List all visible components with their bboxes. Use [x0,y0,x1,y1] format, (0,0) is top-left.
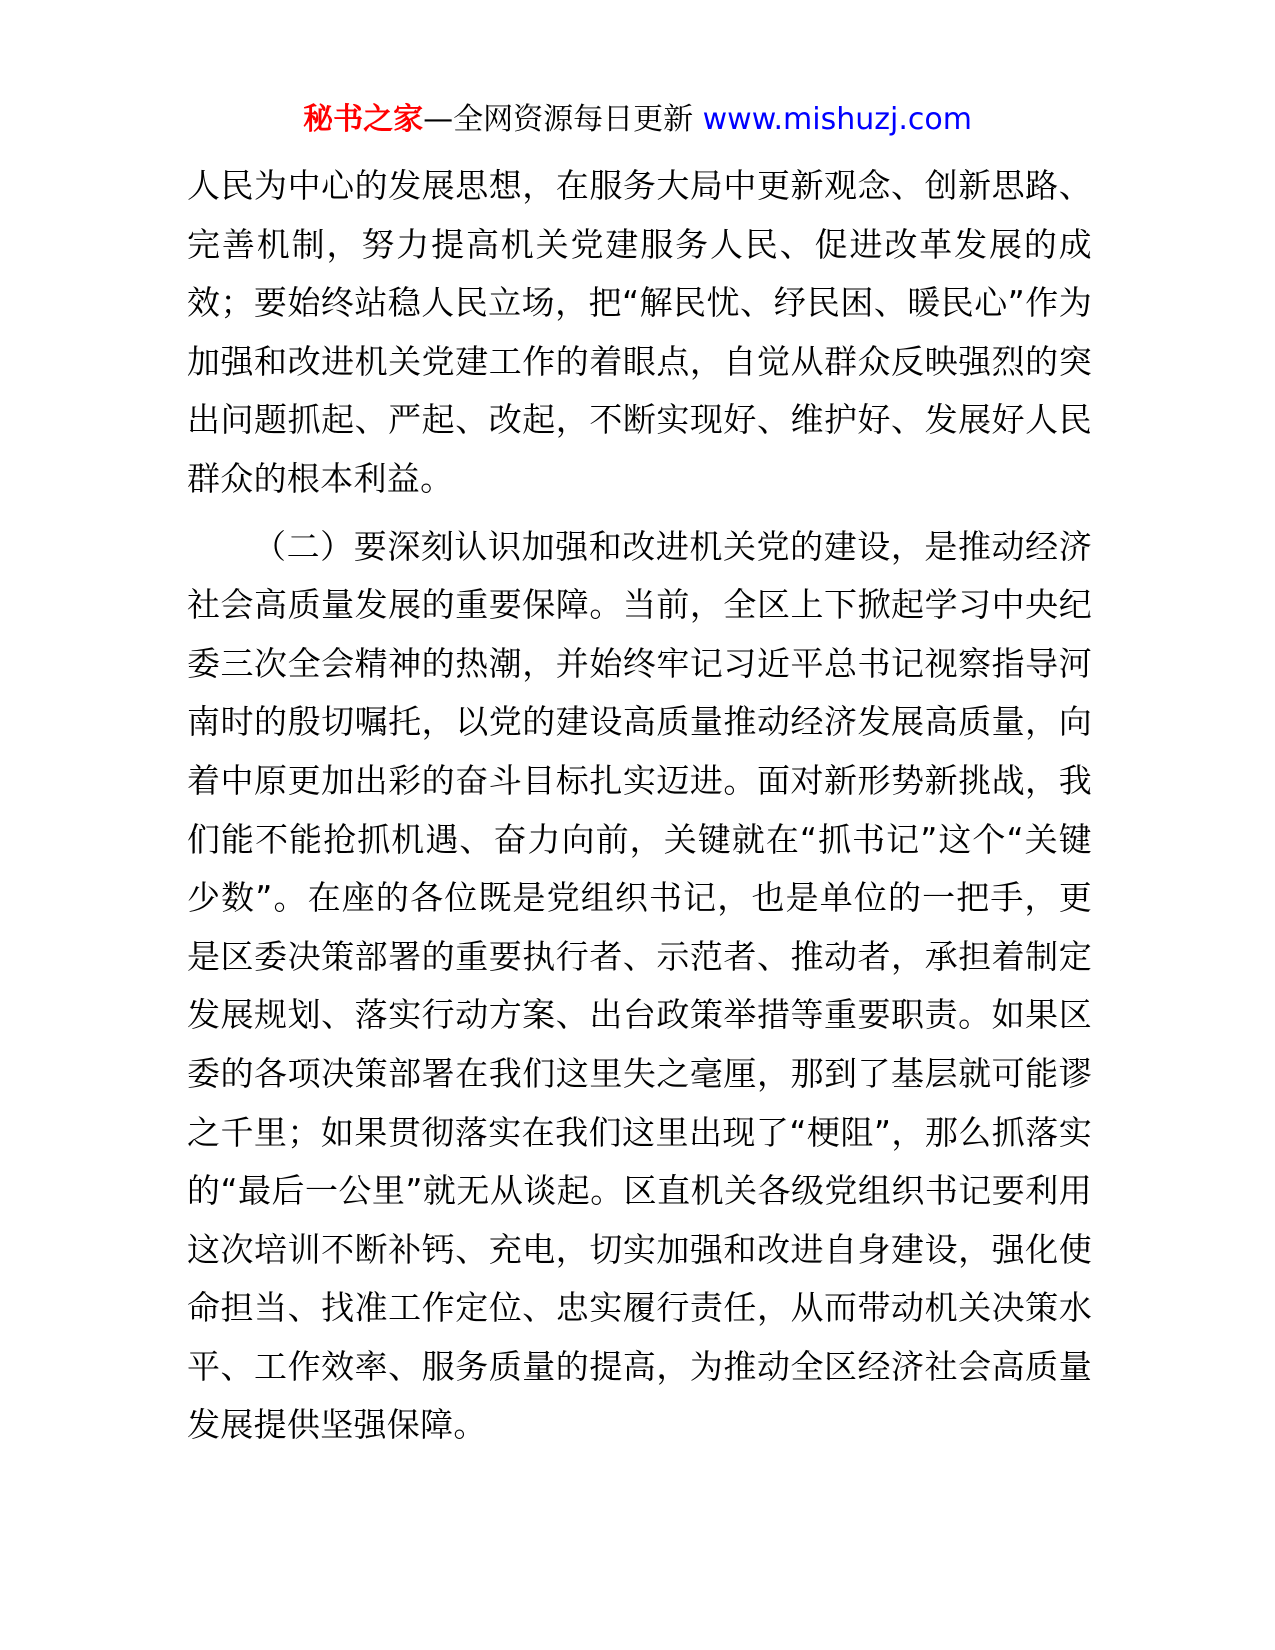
body-paragraph: （二）要深刻认识加强和改进机关党的建设，是推动经济社会高质量发展的重要保障。当前，全区上下掀起学习中央纪委三次全会精神的热潮，并始终牢记习近平总书记视察指导河南时的殷切嘱托，以党的建设高质量推动经济发展高质量，向着中原更加出彩的奋斗目标扎实迈进。面对新形势新挑战，我们能不能抢抓机遇、奋力向前，关键就在“抓书记”这个“关键少数”。在座的各位既是党组织书记，也是单位的一把手，更是区委决策部署的重要执行者、示范者、推动者，承担着制定发展规划、落实行动方案、出台政策举措等重要职责。如果区委的各项决策部署在我们这里失之毫厘，那到了基层就可能谬之千里；如果贯彻落实在我们这里出现了“梗阻”，那么抓落实的“最后一公里”就无从谈起。区直机关各级党组织书记要利用这次培训不断补钙、充电，切实加强和改进自身建设，强化使命担当、找准工作定位、忠实履行责任，从而带动机关决策水平、工作效率、服务质量的提高，为推动全区经济社会高质量发展提供坚强保障。 [187,526,1092,1445]
site-url-link[interactable]: www.mishuzj.com [702,102,972,137]
body-paragraph: 人民为中心的发展思想，在服务大局中更新观念、创新思路、完善机制，努力提高机关党建服务人民、促进改革发展的成效；要始终站稳人民立场，把“解民忧、纾民困、暖民心”作为加强和改进机关党建工作的着眼点，自觉从群众反映强烈的突出问题抓起、严起、改起，不断实现好、维护好、发展好人民群众的根本利益。 [187,166,1092,498]
document-body [187,157,1092,1455]
brand-name: 秘书之家 [303,102,424,137]
page-header [0,98,1275,142]
header-tagline: —全网资源每日更新 [423,102,703,137]
